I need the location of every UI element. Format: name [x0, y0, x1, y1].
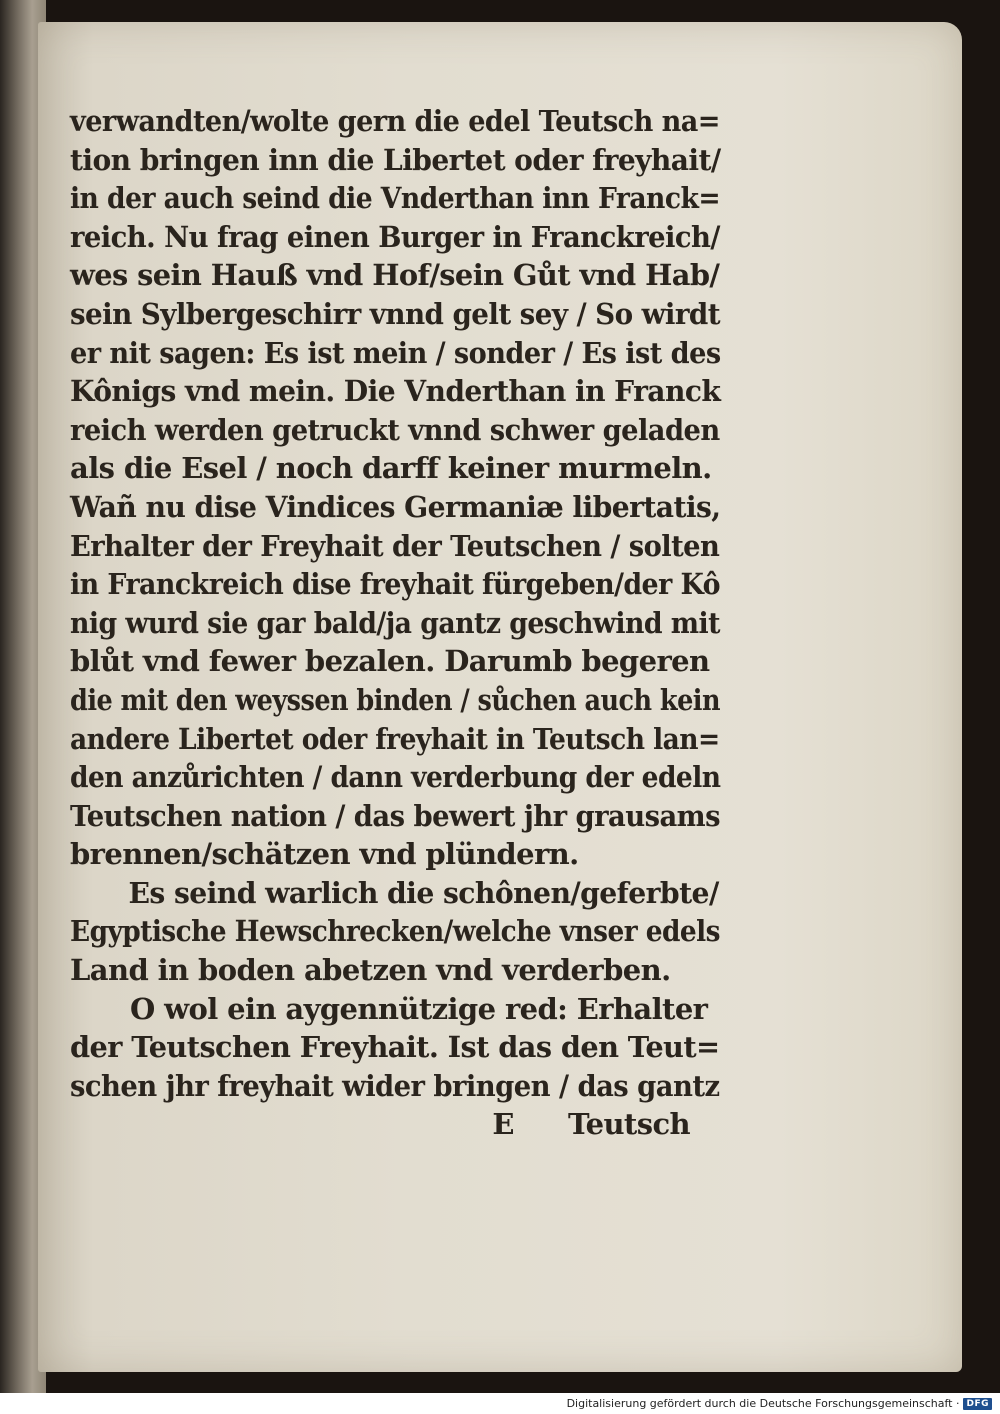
- text-line: in Franckreich dise freyhait fürgeben/der Kô: [70, 567, 721, 602]
- text-line: brennen/schätzen vnd plündern.: [70, 837, 579, 872]
- text-line: O wol ein aygennützige red: Erhalter: [130, 991, 708, 1026]
- signature-catchword-line: [70, 1105, 720, 1144]
- text-line: reich. Nu frag einen Burger in Franckreich/: [70, 219, 720, 254]
- text-line: tion bringen inn die Libertet oder freyhait/: [70, 142, 721, 177]
- body-text: [70, 102, 720, 1144]
- text-line: blůt vnd fewer bezalen. Darumb begeren: [70, 644, 710, 679]
- text-line: verwandten/wolte gern die edel Teutsch na=: [70, 104, 720, 138]
- text-line: der Teutschen Freyhait. Ist das den Teut=: [70, 1030, 720, 1065]
- text-line: reich werden getruckt vnnd schwer geladen: [70, 412, 720, 447]
- text-line: Es seind warlich die schônen/geferbte/: [128, 875, 719, 910]
- dfg-logo: DFG: [963, 1398, 992, 1410]
- text-line: Teutschen nation / das bewert jhr grausams: [70, 798, 721, 833]
- text-line: als die Esel / noch darff keiner murmeln.: [70, 451, 712, 486]
- text-line: er nit sagen: Es ist mein / sonder / Es ist des: [70, 335, 721, 370]
- funding-credit: Digitalisierung gefördert durch die Deutsche Forschungsgemeinschaft ·: [566, 1397, 960, 1410]
- text-line: Wañ nu dise Vindices Germaniæ libertatis,: [70, 489, 721, 524]
- signature-mark: E: [492, 1107, 514, 1142]
- text-line: nig wurd sie gar bald/ja gantz geschwind mit: [70, 605, 720, 640]
- text-line: Erhalter der Freyhait der Teutschen / solten: [70, 528, 720, 563]
- text-line: andere Libertet oder freyhait in Teutsch lan=: [70, 721, 720, 756]
- text-line: wes sein Hauß vnd Hof/sein Gůt vnd Hab/: [70, 258, 720, 293]
- catchword: Teutsch: [567, 1107, 690, 1142]
- text-line: Egyptische Hewschrecken/welche vnser edels: [70, 914, 720, 949]
- footer-bar: [0, 1393, 1000, 1414]
- text-line: Kônigs vnd mein. Die Vnderthan in Franck: [70, 374, 721, 409]
- text-line: in der auch seind die Vnderthan inn Franck=: [70, 181, 721, 216]
- text-line: schen jhr freyhait wider bringen / das gantz: [70, 1068, 720, 1103]
- text-line: sein Sylbergeschirr vnnd gelt sey / So wirdt: [70, 296, 721, 331]
- text-line: den anzůrichten / dann verderbung der edeln: [70, 760, 721, 795]
- text-line: die mit den weyssen binden / sůchen auch kein: [70, 682, 720, 717]
- text-line: Land in boden abetzen vnd verderben.: [70, 953, 671, 988]
